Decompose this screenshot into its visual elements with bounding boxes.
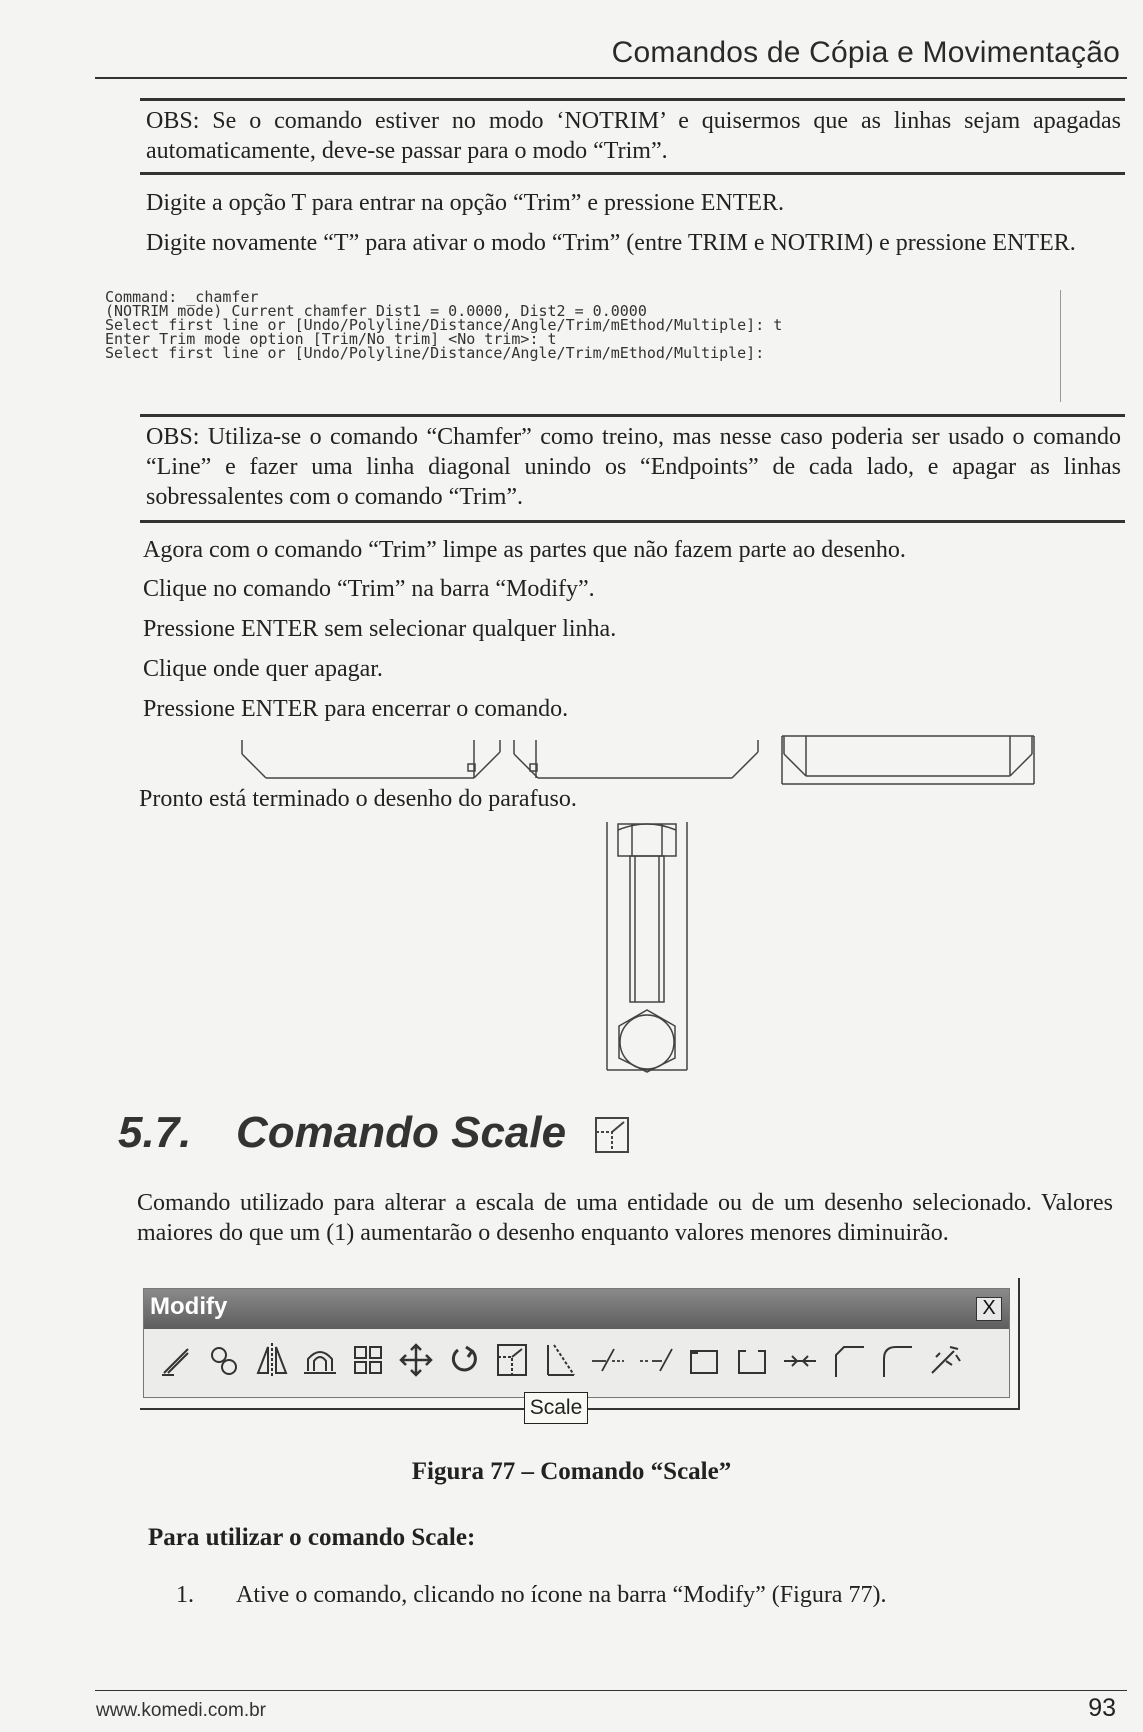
- usage-step-number: 1.: [176, 1582, 194, 1608]
- join-icon[interactable]: [782, 1341, 818, 1379]
- step-trim-option: Digite a opção T para entrar na opção “Trim” e pressione ENTER.: [146, 190, 785, 216]
- section-number: 5.7.: [118, 1108, 192, 1157]
- obs1-top-rule: [140, 98, 1125, 101]
- command-line: (NOTRIM mode) Current chamfer Dist1 = 0.0000, Dist2 = 0.0000: [105, 302, 647, 320]
- step-3: Pressione ENTER sem selecionar qualquer linha.: [143, 616, 617, 642]
- erase-icon[interactable]: [158, 1341, 194, 1379]
- break-at-point-icon[interactable]: [686, 1341, 722, 1379]
- scale-icon: [592, 1114, 632, 1156]
- usage-step-text: Ative o comando, clicando no ícone na barra “Modify” (Figura 77).: [236, 1582, 887, 1608]
- stretch-icon[interactable]: [542, 1341, 578, 1379]
- page-header-title: Comandos de Cópia e Movimentação: [611, 36, 1120, 69]
- move-icon[interactable]: [398, 1341, 434, 1379]
- section-heading: [118, 1108, 566, 1158]
- step-1: Agora com o comando “Trim” limpe as partes que não fazem parte ao desenho.: [143, 537, 906, 563]
- array-icon[interactable]: [350, 1341, 386, 1379]
- obs1-text: OBS: Se o comando estiver no modo ‘NOTRIM’ e quisermos que as linhas sejam apagadas automaticamente, deve-se passar para o modo “Trim”.: [146, 108, 1121, 164]
- chamfer-illustration-2: [510, 738, 765, 788]
- bolt-drawing: [604, 820, 690, 1074]
- trim-icon[interactable]: [590, 1341, 626, 1379]
- footer-url[interactable]: www.komedi.com.br: [96, 1700, 266, 1721]
- rotate-icon[interactable]: [446, 1341, 482, 1379]
- step-5: Pressione ENTER para encerrar o comando.: [143, 696, 569, 722]
- scale-description: Comando utilizado para alterar a escala de uma entidade ou de um desenho selecionado. Valores maiores do que um (1) aumentarão o desenho enquanto valores menores diminuirão.: [137, 1190, 1113, 1246]
- obs2-top-rule: [140, 414, 1125, 417]
- chamfer-icon[interactable]: [830, 1341, 866, 1379]
- toolbar-right-rule: [1018, 1278, 1020, 1410]
- copy-icon[interactable]: [206, 1341, 242, 1379]
- step-trim-mode: Digite novamente “T” para ativar o modo “Trim” (entre TRIM e NOTRIM) e pressione ENTER.: [146, 230, 1076, 256]
- page-number: 93: [1088, 1694, 1116, 1722]
- toolbar-close-button[interactable]: X: [976, 1297, 1002, 1321]
- break-icon[interactable]: [734, 1341, 770, 1379]
- command-line: Command: _chamfer: [105, 288, 259, 306]
- scale-tooltip: Scale: [524, 1392, 588, 1424]
- toolbar-titlebar[interactable]: [144, 1289, 1009, 1329]
- command-line-output: [105, 290, 1061, 402]
- explode-icon[interactable]: [926, 1341, 962, 1379]
- step-4: Clique onde quer apagar.: [143, 656, 383, 682]
- offset-icon[interactable]: [302, 1341, 338, 1379]
- step-2: Clique no comando “Trim” na barra “Modify”.: [143, 576, 595, 602]
- scale-icon[interactable]: [494, 1341, 530, 1379]
- bolt-finished-text: Pronto está terminado o desenho do parafuso.: [139, 786, 577, 812]
- usage-heading: Para utilizar o comando Scale:: [148, 1524, 476, 1551]
- obs2-bottom-rule: [140, 520, 1125, 523]
- figure-caption: Figura 77 – Comando “Scale”: [411, 1458, 732, 1485]
- obs1-bottom-rule: [140, 172, 1125, 175]
- toolbar-title: Modify: [150, 1293, 228, 1320]
- chamfer-illustration-1: [238, 738, 508, 788]
- fillet-icon[interactable]: [878, 1341, 914, 1379]
- command-line: Select first line or [Undo/Polyline/Distance/Angle/Trim/mEthod/Multiple]:: [105, 344, 765, 362]
- command-line: Enter Trim mode option [Trim/No trim] <No trim>: t: [105, 330, 557, 348]
- modify-toolbar: [143, 1288, 1010, 1398]
- obs2-text: OBS: Utiliza-se o comando “Chamfer” como treino, mas nesse caso poderia ser usado o comando “Line” e fazer uma linha diagonal unindo os “Endpoints” de cada lado, e apagar as linhas sobressalentes com o comando “Trim”.: [146, 424, 1121, 510]
- footer-rule: [95, 1690, 1127, 1691]
- command-line: Select first line or [Undo/Polyline/Distance/Angle/Trim/mEthod/Multiple]: t: [105, 316, 783, 334]
- chamfer-illustration-3: [780, 734, 1036, 788]
- extend-icon[interactable]: [638, 1341, 674, 1379]
- header-rule: [95, 77, 1127, 79]
- mirror-icon[interactable]: [254, 1341, 290, 1379]
- section-title: Comando Scale: [236, 1108, 567, 1157]
